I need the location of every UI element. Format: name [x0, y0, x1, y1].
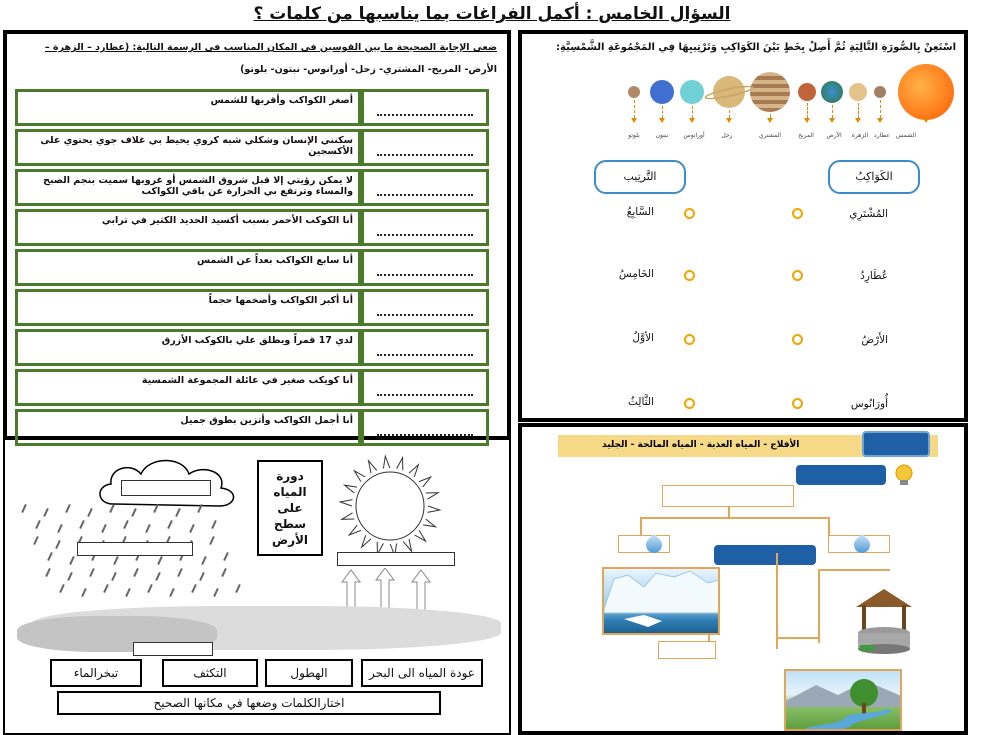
- planet-label: الأرض: [826, 132, 842, 139]
- answer-blank[interactable]: [361, 249, 489, 286]
- planet-1-icon: [874, 86, 886, 98]
- clue-text: أنا الكوكب الأحمر بسبب أكسيد الحديد الكثير في ترابي: [15, 209, 361, 246]
- rain-drop: [201, 556, 207, 565]
- lightbulb-icon: [894, 463, 914, 487]
- rain-drop: [177, 568, 183, 577]
- order-connect-dot[interactable]: [684, 398, 695, 409]
- word-precipitation[interactable]: الهطول: [265, 659, 353, 687]
- rain-drop: [65, 504, 71, 513]
- answer-blank[interactable]: [361, 209, 489, 246]
- clue-text: أنا سابع الكواكب بعداً عن الشمس: [15, 249, 361, 286]
- word-return-to-sea[interactable]: عودة المياه الى البحر: [361, 659, 483, 687]
- planet-label: الزهرة: [851, 132, 869, 139]
- word-evaporation[interactable]: تبخرالماء: [50, 659, 142, 687]
- rain-drop: [21, 504, 27, 513]
- planet-9-icon: [628, 86, 640, 98]
- rain-drop: [125, 588, 131, 597]
- top-blue-box: [796, 465, 886, 485]
- answer-blank[interactable]: [361, 169, 489, 206]
- order-connect-dot[interactable]: [684, 334, 695, 345]
- planet-label: زحل: [721, 132, 733, 139]
- table-row: [15, 89, 489, 126]
- connector: [728, 507, 730, 517]
- rain-drop: [155, 572, 161, 581]
- middle-blue-box: [714, 545, 816, 565]
- planet-pointer-arrow: [659, 118, 665, 123]
- rain-drop: [45, 568, 51, 577]
- rain-drop: [79, 520, 85, 529]
- rain-drop: [199, 572, 205, 581]
- answer-blank[interactable]: [361, 129, 489, 166]
- rain-drop: [167, 520, 173, 529]
- rain-drop: [33, 536, 39, 545]
- table-row: [15, 329, 489, 366]
- rain-drop: [57, 524, 63, 533]
- table-row: [15, 289, 489, 326]
- planet-item: عُطَارِدُ: [860, 270, 888, 282]
- planet-4-icon: [798, 83, 816, 101]
- rain-drop: [211, 520, 217, 529]
- planet-label: أورانوس: [683, 132, 705, 139]
- planet-pointer-line: [692, 106, 693, 118]
- order-item: الثَّالِثُ: [628, 396, 654, 408]
- planet-item: المُشْتَرِي: [849, 208, 888, 220]
- rain-drop: [157, 556, 163, 565]
- connector: [776, 637, 820, 639]
- rain-drop: [189, 524, 195, 533]
- rain-drop: [111, 572, 117, 581]
- connector: [776, 553, 778, 649]
- planet-label: المريخ: [798, 132, 814, 139]
- matching-instruction: اسْتَعِنْ بِالصُّورَةِ التَّالِيَةِ ثُمَّ أَصِلْ بِخَطٍ بَيْنَ الكَوَاكِبِ وَتَرْتِيبِهَا فِي المَجْمُوعَةِ الشَّمْسِيَّةِ:: [556, 42, 956, 53]
- planet-matching-panel: [518, 30, 968, 422]
- answer-blank[interactable]: [361, 369, 489, 406]
- rain-drop: [43, 508, 49, 517]
- sea-blank-box[interactable]: [133, 642, 213, 656]
- rain-drop: [123, 520, 129, 529]
- planet-pointer-arrow: [923, 118, 929, 123]
- lower-left-answer-box[interactable]: [658, 641, 716, 659]
- planet-8-icon: [650, 80, 674, 104]
- rain-drop: [101, 524, 107, 533]
- planet-pointer-arrow: [829, 118, 835, 123]
- rain-drop: [59, 584, 65, 593]
- table-row: [15, 169, 489, 206]
- water-cycle-title: دورة المياه على سطح الأرض: [257, 460, 323, 556]
- word-bank: الأفلاج - المياه العذبة - المياه المالحة - الجليد: [602, 440, 800, 450]
- well-picture: [848, 585, 920, 655]
- sun-icon: [335, 454, 445, 558]
- connector: [640, 517, 642, 535]
- planet-pointer-arrow: [877, 118, 883, 123]
- rain-blank-box[interactable]: [77, 542, 193, 556]
- rain-drop: [147, 584, 153, 593]
- order-connect-dot[interactable]: [684, 270, 695, 281]
- table-instruction-line1: ضعي الإجابة الصحيحة ما بين القوسين في المكان المناسب في الرسمة التالية: (عطارد – الزهرة –: [44, 42, 497, 53]
- order-item: الأوَّلُ: [632, 332, 654, 344]
- rain-drop: [221, 568, 227, 577]
- planet-label: المشتري: [758, 132, 782, 139]
- connector: [818, 569, 820, 643]
- water-cycle-panel: [3, 440, 511, 735]
- connector: [640, 517, 830, 519]
- order-item: الخَامِسُ: [618, 268, 654, 280]
- table-row: [15, 369, 489, 406]
- planet-label: بلوتو: [628, 132, 640, 139]
- planet-5-icon: [750, 72, 790, 112]
- answer-blank[interactable]: [361, 289, 489, 326]
- planet-2-icon: [849, 83, 867, 101]
- planet-pointer-arrow: [855, 118, 861, 123]
- planet-pointer-arrow: [689, 118, 695, 123]
- rain-drop: [69, 556, 75, 565]
- planet-pointer-line: [729, 110, 730, 118]
- water-types-panel: [518, 423, 968, 735]
- planet-connect-dot[interactable]: [792, 334, 803, 345]
- clue-text: أنا أجمل الكواكب وأتزين بطوق جميل: [15, 409, 361, 446]
- planets-header: الكَوَاكِبُ: [828, 160, 920, 194]
- planet-3-icon: [821, 81, 843, 103]
- planet-pointer-line: [807, 103, 808, 118]
- order-item: السَّابِعُ: [626, 206, 654, 218]
- table-row: [15, 129, 489, 166]
- rain-drop: [235, 584, 241, 593]
- glacier-picture: [602, 567, 720, 635]
- table-row: [15, 249, 489, 286]
- table-row: [15, 209, 489, 246]
- planet-pointer-arrow: [631, 118, 637, 123]
- connector: [820, 569, 890, 571]
- planet-connect-dot[interactable]: [792, 398, 803, 409]
- rain-drop: [35, 520, 41, 529]
- planet-pointer-line: [634, 100, 635, 118]
- rain-drop: [133, 568, 139, 577]
- planet-label: عطارد: [874, 132, 890, 139]
- clue-text: أصغر الكواكب وأقربها للشمس: [15, 89, 361, 126]
- header-blue-box: [862, 431, 930, 457]
- planet-pointer-arrow: [804, 118, 810, 123]
- order-connect-dot[interactable]: [684, 208, 695, 219]
- word-condensation[interactable]: التكثف: [162, 659, 258, 687]
- planet-pointer-line: [662, 106, 663, 118]
- rain-drop: [209, 536, 215, 545]
- clue-text: أنا كويكب صغير في عائلة المجموعة الشمسية: [15, 369, 361, 406]
- page-title: السؤال الخامس : أكمل الفراغات بما يناسبها من كلمات ؟: [253, 4, 731, 24]
- rain-drop: [67, 572, 73, 581]
- water-cycle-instruction: اختارالكلمات وضعها في مكانها الصحيح: [57, 691, 441, 715]
- rain-drop: [87, 508, 93, 517]
- planet-pointer-line: [880, 100, 881, 118]
- river-picture: [784, 669, 902, 731]
- planet-connect-dot[interactable]: [792, 270, 803, 281]
- planet-label: الشمس: [896, 132, 916, 139]
- rain-drop: [223, 552, 229, 561]
- planet-7-icon: [680, 80, 704, 104]
- answer-blank[interactable]: [361, 329, 489, 366]
- planet-pointer-arrow: [767, 118, 773, 123]
- fill-table: [15, 86, 489, 449]
- rain-drop: [55, 540, 61, 549]
- rain-drop: [213, 588, 219, 597]
- order-header: التَّرتِيب: [594, 160, 686, 194]
- planet-pointer-arrow: [726, 118, 732, 123]
- planet-item: الأَرْضُ: [861, 334, 888, 346]
- clue-text: أنا أكبر الكواكب وأضخمها حجماً: [15, 289, 361, 326]
- clue-text: لدي 17 قمراً ويطلق علي بالكوكب الأزرق: [15, 329, 361, 366]
- rain-drop: [145, 524, 151, 533]
- planet-item: أُورَانُوس: [850, 398, 888, 410]
- top-answer-box[interactable]: [662, 485, 794, 507]
- planet-fill-table-panel: [3, 30, 511, 440]
- cloud-blank-box[interactable]: [121, 480, 211, 496]
- planet-pointer-line: [832, 105, 833, 118]
- rain-drop: [47, 552, 53, 561]
- planet-0-icon: [898, 64, 954, 120]
- rain-drop: [81, 588, 87, 597]
- table-instruction-line2: الأرض- المريخ- المشتري- زحل- أورانوس- نبتون- بلوتو): [240, 64, 497, 75]
- clue-text: لا يمكن رؤيتي إلا قبل شروق الشمس أو غروبها سميت بنجم الصبح والمساء وترتفع بي الحرارة عن باقي الكواكب: [15, 169, 361, 206]
- planet-pointer-line: [858, 103, 859, 118]
- rain-drop: [169, 588, 175, 597]
- answer-blank[interactable]: [361, 89, 489, 126]
- rain-drop: [113, 556, 119, 565]
- planet-connect-dot[interactable]: [792, 208, 803, 219]
- rain-drop: [89, 568, 95, 577]
- rain-drop: [191, 584, 197, 593]
- rain-drop: [103, 584, 109, 593]
- planet-label: نبتون: [655, 132, 669, 139]
- sun-blank-box[interactable]: [337, 552, 455, 566]
- clue-text: سكنني الإنسان وشكلي شبه كروي يحيط بي غلاف جوي يحتوي على الأكسجين: [15, 129, 361, 166]
- connector: [828, 517, 830, 535]
